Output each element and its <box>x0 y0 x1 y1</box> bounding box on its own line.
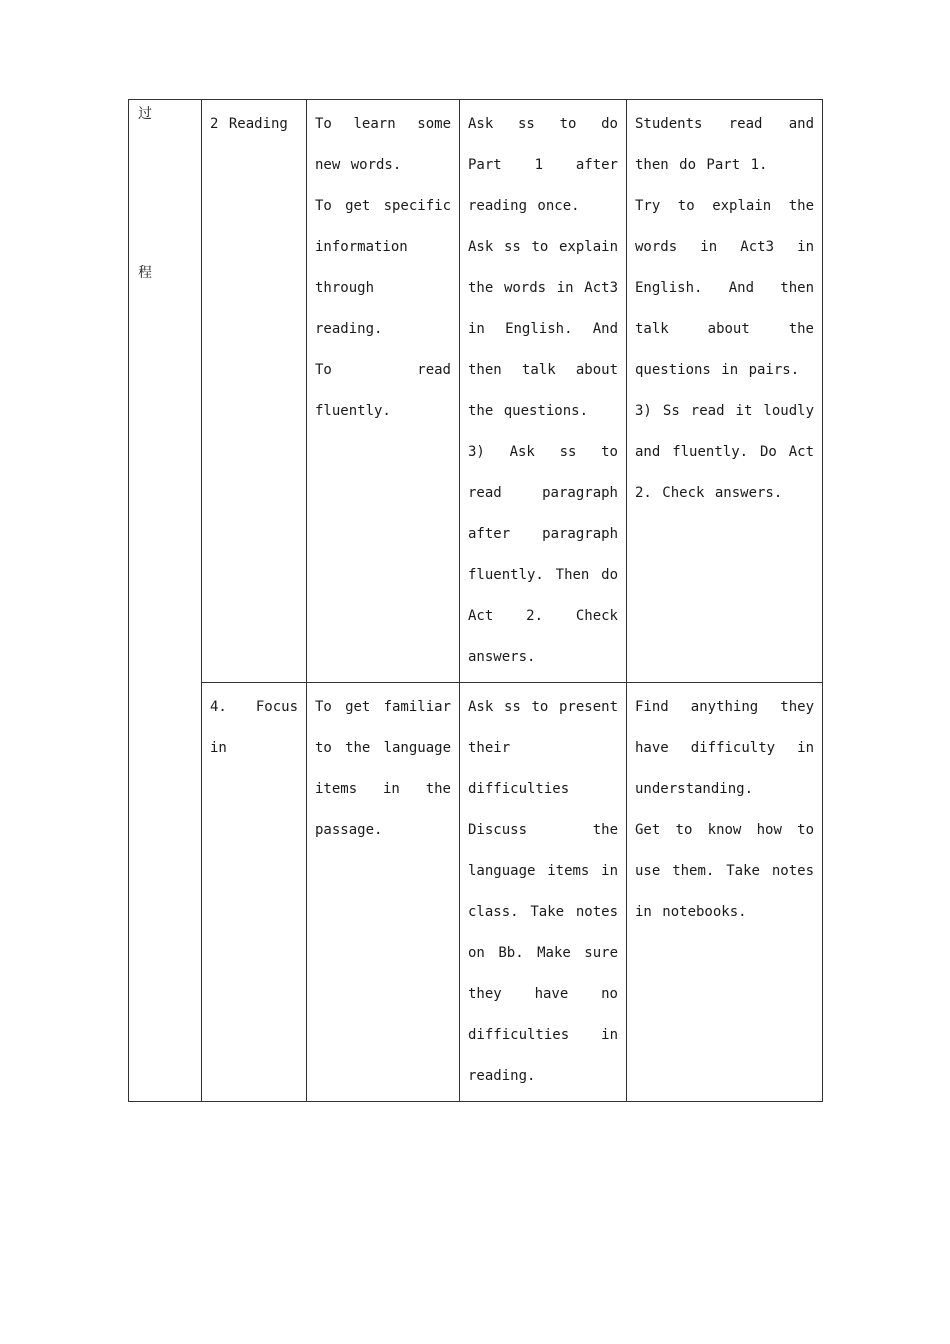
lesson-plan-table <box>128 99 823 1102</box>
student-activity-cell <box>627 683 823 1102</box>
objective-item: To get familiar to the language items in the passage. <box>315 699 451 838</box>
student-activity-item: Get to know how to use them. Take notes in notebooks. <box>635 822 814 920</box>
student-activity-item: Find anything they have difficulty in understanding. <box>635 699 814 797</box>
teacher-activity-cell <box>460 100 627 683</box>
teacher-activity-item: 3) Ask ss to read paragraph after paragraph fluently. Then do Act 2. Check answers. <box>468 444 618 665</box>
stage-char-1: 过 <box>138 106 152 122</box>
teacher-activity-item: Discuss the language items in class. Take notes on Bb. Make sure they have no difficulties in reading. <box>468 822 618 1084</box>
objectives-cell <box>307 100 460 683</box>
objective-item: To learn some new words. <box>315 116 451 173</box>
teacher-activity-item: Ask ss to present their difficulties <box>468 699 618 797</box>
teacher-activity-item: Ask ss to do Part 1 after reading once. <box>468 116 618 214</box>
objective-item: To read fluently. <box>315 362 451 419</box>
student-activity-cell <box>627 100 823 683</box>
stage-char-2: 程 <box>138 265 152 281</box>
step-cell <box>202 683 307 1102</box>
objective-item: To get specific information through reading. <box>315 198 451 337</box>
step-label: 2 Reading <box>210 116 288 132</box>
student-activity-item: 3) Ss read it loudly and fluently. Do Act 2. Check answers. <box>635 403 814 501</box>
table-row <box>129 100 823 683</box>
teacher-activity-item: Ask ss to explain the words in Act3 in English. And then talk about the questions. <box>468 239 618 419</box>
stage-cell <box>129 100 202 1102</box>
objectives-cell <box>307 683 460 1102</box>
teacher-activity-cell <box>460 683 627 1102</box>
step-label: 4. Focus in <box>210 699 298 756</box>
student-activity-item: Try to explain the words in Act3 in English. And then talk about the questions in pairs. <box>635 198 814 378</box>
table-row <box>129 683 823 1102</box>
student-activity-item: Students read and then do Part 1. <box>635 116 814 173</box>
step-cell <box>202 100 307 683</box>
